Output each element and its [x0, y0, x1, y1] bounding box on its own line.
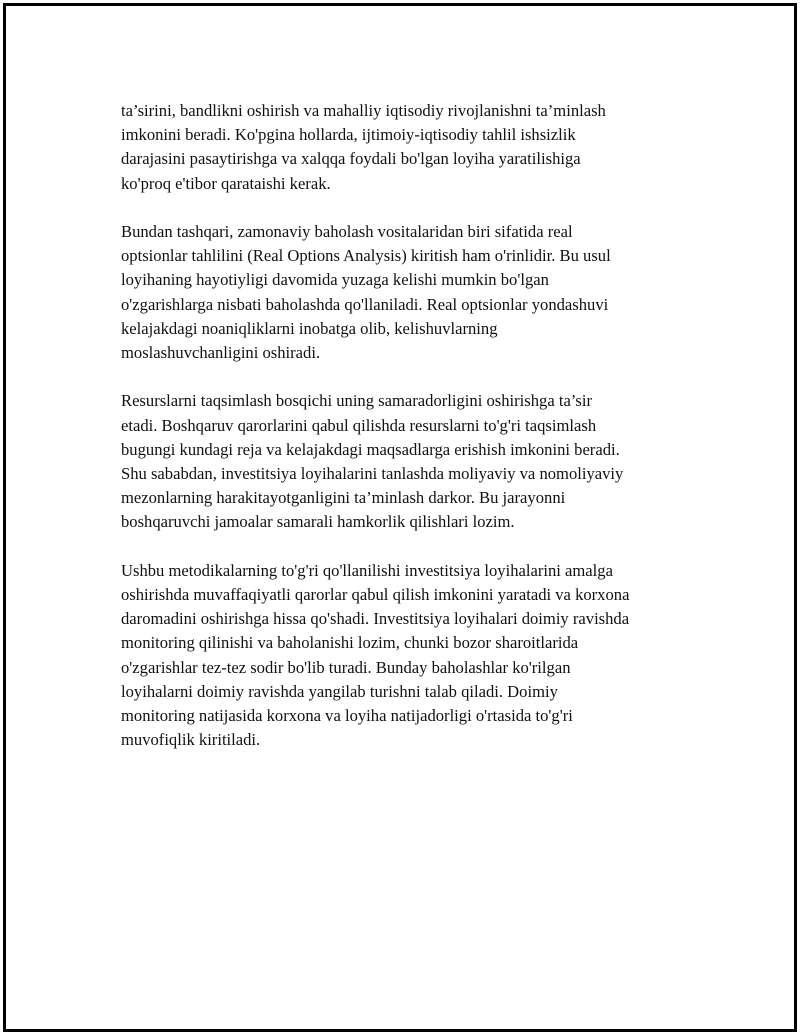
text-line: Bundan tashqari, zamonaviy baholash vositalaridan biri sifatida real	[121, 222, 573, 241]
text-line: mezonlarning harakitayotganligini ta’minlash darkor. Bu jarayonni	[121, 488, 566, 508]
text-line: muvofiqlik kiritiladi.	[121, 730, 261, 750]
text-line: ta’sirini, bandlikni oshirish va mahalliy iqtisodiy rivojlanishni ta’minlash	[121, 101, 606, 120]
text-line: o'zgarishlar tez-tez sodir bo'lib turadi. Bunday baholashlar ko'rilgan	[121, 657, 571, 677]
text-line: Resurslarni taqsimlash bosqichi uning samaradorligini oshirishga ta’sir	[121, 391, 593, 411]
document-body	[121, 99, 711, 777]
text-line: darajasini pasaytirishga va xalqqa foydali bo'lgan loyiha yaratilishiga	[121, 149, 581, 169]
text-line: Ushbu metodikalarning to'g'ri qo'llanilishi investitsiya loyihalarini amalga	[121, 560, 613, 580]
text-line: monitoring qilinishi va baholanishi lozim, chunki bozor sharoitlarida	[121, 633, 579, 653]
text-line: bugungi kundagi reja va kelajakdagi maqsadlarga erishish imkonini beradi.	[121, 439, 620, 459]
text-line: loyihalarni doimiy ravishda yangilab turishni talab qiladi. Doimiy	[121, 681, 558, 701]
text-line: kelajakdagi noaniqliklarni inobatga olib, kelishuvlarning	[121, 318, 498, 338]
text-line: o'zgarishlarga nisbati baholashda qo'llaniladi. Real optsionlar yondashuvi	[121, 294, 609, 314]
text-line: moslashuvchanligini oshiradi.	[121, 343, 321, 363]
page-frame	[3, 3, 797, 1032]
paragraph-1	[121, 99, 711, 196]
text-line: daromadini oshirishga hissa qo'shadi. Investitsiya loyihalari doimiy ravishda	[121, 609, 630, 629]
text-line: boshqaruvchi jamoalar samarali hamkorlik qilishlari lozim.	[121, 512, 515, 532]
paragraph-2	[121, 220, 711, 365]
text-line: loyihaning hayotiyligi davomida yuzaga kelishi mumkin bo'lgan	[121, 270, 549, 290]
text-line: oshirishda muvaffaqiyatli qarorlar qabul qilish imkonini yaratadi va korxona	[121, 585, 630, 605]
paragraph-4	[121, 559, 711, 753]
text-line: imkonini beradi. Ko'pgina hollarda, ijtimoiy-iqtisodiy tahlil ishsizlik	[121, 125, 576, 145]
text-line: optsionlar tahlilini (Real Options Analysis) kiritish ham o'rinlidir. Bu usul	[121, 246, 611, 266]
text-line: ko'proq e'tibor qarataishi kerak.	[121, 173, 331, 193]
paragraph-3	[121, 389, 711, 534]
text-line: Shu sababdan, investitsiya loyihalarini tanlashda moliyaviy va nomoliyaviy	[121, 464, 624, 484]
text-line: etadi. Boshqaruv qarorlarini qabul qilishda resurslarni to'g'ri taqsimlash	[121, 415, 597, 435]
text-line: monitoring natijasida korxona va loyiha natijadorligi o'rtasida to'g'ri	[121, 706, 573, 726]
